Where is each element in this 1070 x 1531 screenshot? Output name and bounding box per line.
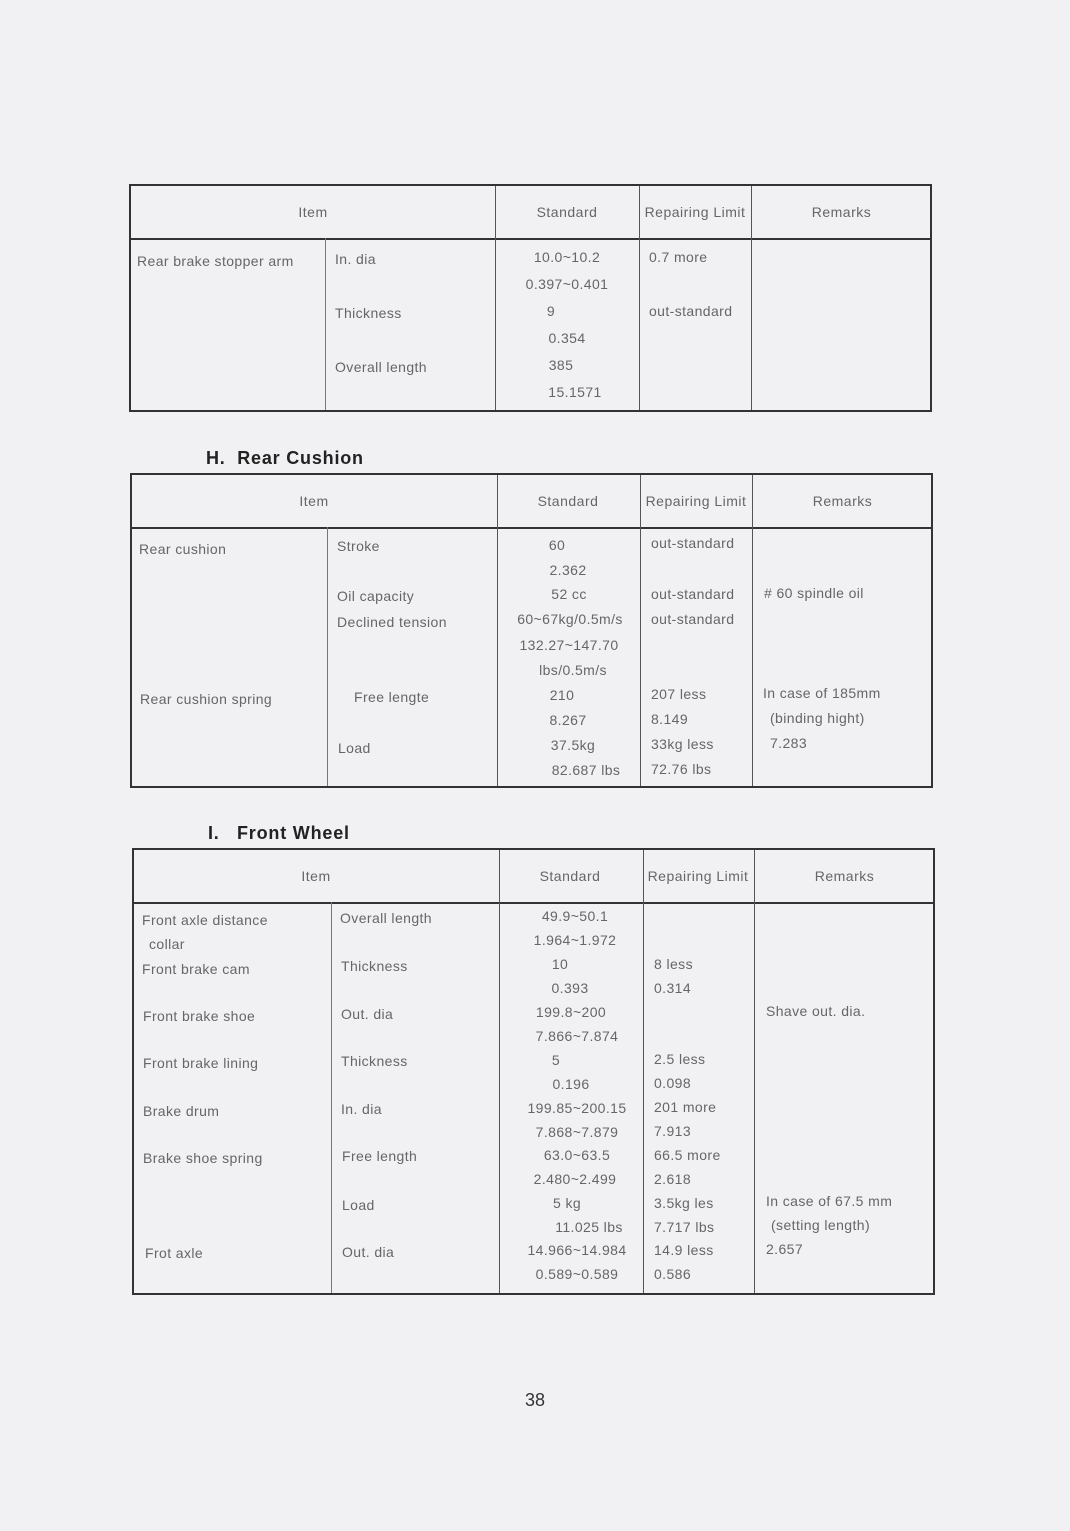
- limit-value: 0.098: [654, 1075, 692, 1091]
- limit-value: 0.586: [654, 1266, 692, 1282]
- sub-item-label: Stroke: [337, 538, 380, 554]
- limit-value: 207 less: [651, 686, 707, 702]
- limit-value: 14.9 less: [654, 1242, 714, 1258]
- standard-value: 7.868~7.879: [535, 1124, 619, 1140]
- table-header: [131, 186, 930, 240]
- spec-table-rear-cushion: [130, 473, 933, 788]
- remarks-text: 2.657: [766, 1241, 804, 1257]
- item-label: Brake drum: [143, 1103, 220, 1119]
- limit-value: 8 less: [654, 956, 693, 972]
- standard-value: 8.267: [549, 712, 587, 728]
- header-remarks: Remarks: [812, 493, 873, 509]
- column-divider: [495, 186, 496, 410]
- header-item: Item: [299, 493, 329, 509]
- standard-value: 0.393: [551, 980, 589, 996]
- column-divider: [497, 475, 498, 786]
- standard-value: 210: [549, 687, 575, 703]
- column-divider: [331, 902, 332, 1293]
- standard-value: 52 cc: [551, 586, 587, 602]
- header-remarks: Remarks: [814, 868, 875, 884]
- standard-value: 63.0~63.5: [543, 1147, 611, 1163]
- limit-value: 2.618: [654, 1171, 692, 1187]
- header-standard: Standard: [536, 204, 598, 220]
- limit-value: out-standard: [651, 586, 735, 602]
- column-divider: [751, 186, 752, 410]
- table-header: [134, 850, 933, 904]
- sub-item-label: Thickness: [341, 958, 408, 974]
- item-label: Front axle distance: [142, 912, 268, 928]
- limit-value: 8.149: [651, 711, 689, 727]
- section-title: Front Wheel: [237, 823, 350, 843]
- standard-value: 60~67kg/0.5m/s: [517, 611, 623, 627]
- section-letter: H.: [206, 448, 226, 468]
- item-label: Rear cushion: [139, 541, 227, 557]
- item-label: collar: [149, 936, 185, 952]
- limit-value: 66.5 more: [654, 1147, 721, 1163]
- standard-value: 199.8~200: [535, 1004, 607, 1020]
- standard-value: 10: [551, 956, 569, 972]
- sub-item-label: Free length: [342, 1148, 418, 1164]
- standard-value: 0.354: [548, 330, 586, 346]
- item-label: Brake shoe spring: [143, 1150, 263, 1166]
- section-title: Rear Cushion: [237, 448, 364, 468]
- standard-value: 1.964~1.972: [533, 932, 617, 948]
- header-item: Item: [301, 868, 331, 884]
- standard-value: 385: [548, 357, 574, 373]
- column-divider: [499, 850, 500, 1293]
- standard-value: lbs/0.5m/s: [539, 662, 607, 678]
- remarks-text: 7.283: [770, 735, 808, 751]
- column-divider: [643, 850, 644, 1293]
- limit-value: out-standard: [651, 611, 735, 627]
- column-divider: [327, 527, 328, 786]
- header-standard: Standard: [539, 868, 601, 884]
- header-standard: Standard: [537, 493, 599, 509]
- standard-value: 11.025 lbs: [555, 1219, 623, 1235]
- remarks-text: Shave out. dia.: [766, 1003, 866, 1019]
- remarks-text: (setting length): [771, 1217, 871, 1233]
- sub-item-label: Out. dia: [341, 1006, 394, 1022]
- standard-value: 0.196: [552, 1076, 590, 1092]
- limit-value: 7.717 lbs: [654, 1219, 715, 1235]
- standard-value: 2.362: [549, 562, 587, 578]
- sub-item-label: Thickness: [335, 305, 402, 321]
- item-label: Rear cushion spring: [140, 691, 273, 707]
- item-label: Front brake cam: [142, 961, 250, 977]
- item-label: Front brake shoe: [143, 1008, 256, 1024]
- limit-value: 3.5kg les: [654, 1195, 714, 1211]
- column-divider: [640, 475, 641, 786]
- table-header: [132, 475, 931, 529]
- standard-value: 5: [551, 1052, 561, 1068]
- standard-value: 15.1571: [548, 384, 602, 400]
- standard-value: 5 kg: [552, 1195, 582, 1211]
- limit-value: 33kg less: [651, 736, 714, 752]
- sub-item-label: Free lengte: [354, 689, 430, 705]
- item-label: Rear brake stopper arm: [137, 253, 294, 269]
- section-letter: I.: [208, 823, 220, 843]
- limit-value: 2.5 less: [654, 1051, 706, 1067]
- sub-item-label: Declined tension: [337, 614, 447, 630]
- header-repairing-limit: Repairing Limit: [647, 868, 749, 884]
- sub-item-label: Overall length: [335, 359, 427, 375]
- sub-item-label: Thickness: [341, 1053, 408, 1069]
- limit-value: out-standard: [651, 535, 735, 551]
- spec-table-front-wheel: [132, 848, 935, 1295]
- standard-value: 199.85~200.15: [527, 1100, 627, 1116]
- sub-item-label: In. dia: [341, 1101, 382, 1117]
- sub-item-label: Out. dia: [342, 1244, 395, 1260]
- column-divider: [754, 850, 755, 1293]
- limit-value: 7.913: [654, 1123, 692, 1139]
- remarks-text: In case of 185mm: [763, 685, 881, 701]
- standard-value: 60: [548, 537, 566, 553]
- column-divider: [325, 238, 326, 410]
- sub-item-label: Load: [342, 1197, 375, 1213]
- header-repairing-limit: Repairing Limit: [645, 493, 747, 509]
- header-repairing-limit: Repairing Limit: [644, 204, 746, 220]
- header-remarks: Remarks: [811, 204, 872, 220]
- limit-value: 0.314: [654, 980, 692, 996]
- standard-value: 7.866~7.874: [535, 1028, 619, 1044]
- limit-value: 0.7 more: [649, 249, 708, 265]
- remarks-text: In case of 67.5 mm: [766, 1193, 893, 1209]
- page-number: 38: [524, 1390, 546, 1410]
- item-label: Frot axle: [145, 1245, 204, 1261]
- section-heading-rear-cushion: [206, 448, 364, 469]
- remarks-text: # 60 spindle oil: [764, 585, 864, 601]
- item-label: Front brake lining: [143, 1055, 259, 1071]
- header-item: Item: [298, 204, 328, 220]
- standard-value: 2.480~2.499: [533, 1171, 617, 1187]
- standard-value: 10.0~10.2: [533, 249, 601, 265]
- sub-item-label: Oil capacity: [337, 588, 415, 604]
- remarks-text: (binding hight): [770, 710, 865, 726]
- standard-value: 132.27~147.70: [519, 637, 619, 653]
- sub-item-label: Load: [338, 740, 371, 756]
- sub-item-label: Overall length: [340, 910, 432, 926]
- standard-value: 14.966~14.984: [527, 1242, 627, 1258]
- standard-value: 82.687 lbs: [551, 762, 621, 778]
- column-divider: [639, 186, 640, 410]
- standard-value: 49.9~50.1: [541, 908, 609, 924]
- limit-value: 72.76 lbs: [651, 761, 712, 777]
- standard-value: 0.397~0.401: [525, 276, 609, 292]
- section-heading-front-wheel: [208, 823, 350, 844]
- limit-value: out-standard: [649, 303, 733, 319]
- column-divider: [752, 475, 753, 786]
- spec-table-rear-brake-stopper: [129, 184, 932, 412]
- standard-value: 0.589~0.589: [535, 1266, 619, 1282]
- standard-value: 9: [546, 303, 556, 319]
- sub-item-label: In. dia: [335, 251, 376, 267]
- standard-value: 37.5kg: [550, 737, 596, 753]
- limit-value: 201 more: [654, 1099, 717, 1115]
